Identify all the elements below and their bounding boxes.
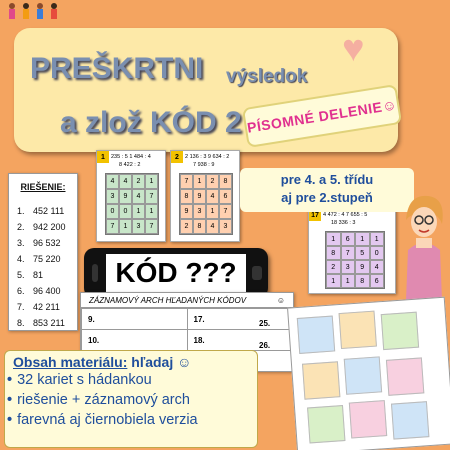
record-cell: 17. — [187, 309, 293, 330]
solution-index: 4. — [17, 254, 25, 264]
record-sheet-heading — [81, 293, 293, 308]
grid-cell: 1 — [370, 232, 385, 246]
solution-value: 81 — [33, 270, 44, 280]
card-collage — [287, 297, 450, 450]
record-cell: 9. — [82, 309, 188, 330]
teacher-illustration — [398, 190, 448, 300]
solution-index: 3. — [17, 238, 25, 248]
materials-heading-label: Obsah materiálu: — [13, 354, 128, 370]
card-equation: 235 : 5 1 484 : 4 — [111, 154, 151, 160]
grid-cell: 5 — [355, 246, 370, 260]
list-item — [17, 254, 77, 264]
grid-cell: 8 — [193, 219, 206, 234]
mini-card — [302, 361, 340, 399]
grid-cell: 4 — [206, 219, 219, 234]
record-cell: 26. — [259, 341, 271, 350]
list-item — [17, 286, 77, 296]
card-equation: 2 136 : 3 9 634 : 2 — [185, 154, 230, 160]
list-item: • riešenie + záznamový arch — [7, 390, 257, 410]
grid-cell: 7 — [145, 219, 158, 234]
list-item — [17, 302, 77, 312]
grid-cell: 7 — [219, 204, 232, 219]
solution-index: 2. — [17, 222, 25, 232]
grid-cell: 6 — [219, 189, 232, 204]
list-item — [17, 270, 77, 280]
grid-cell: 1 — [326, 274, 341, 288]
smiley-icon: ☺ — [276, 296, 285, 305]
solution-value: 853 211 — [33, 318, 65, 328]
grid-cell: 4 — [132, 189, 145, 204]
grid-cell: 4 — [106, 174, 119, 189]
card-number: 17 — [309, 209, 321, 221]
grid-cell: 3 — [193, 204, 206, 219]
solution-value: 96 400 — [33, 286, 61, 296]
grid-cell: 7 — [341, 246, 356, 260]
grid-cell: 1 — [132, 204, 145, 219]
puzzle-card-17 — [308, 208, 396, 294]
grade-info-line: pre 4. a 5. třídu — [280, 172, 374, 187]
card-equation: 4 472 : 4 7 655 : 5 — [323, 212, 368, 218]
list-item: • farevná aj čiernobiela verzia — [7, 410, 257, 430]
grid-cell: 7 — [145, 189, 158, 204]
grid-cell: 1 — [206, 204, 219, 219]
materials-heading-tail: hľadaj ☺ — [131, 354, 192, 370]
mini-card — [307, 405, 345, 443]
grid-cell: 0 — [119, 204, 132, 219]
list-item — [17, 238, 77, 248]
phone-code-display — [84, 248, 268, 298]
record-cell: 18. — [187, 330, 293, 351]
grid-cell: 3 — [341, 260, 356, 274]
mini-card — [339, 311, 377, 349]
card-equation: 7 938 : 9 — [193, 162, 215, 168]
grid-cell: 2 — [180, 219, 193, 234]
heart-icon: ♥ — [342, 28, 365, 70]
grid-cell: 8 — [326, 246, 341, 260]
card-grid — [105, 173, 159, 235]
grid-cell: 8 — [355, 274, 370, 288]
record-sheet-title: ZÁZNAMOVÝ ARCH HĽADANÝCH KÓDOV — [89, 296, 247, 305]
grid-cell: 0 — [370, 246, 385, 260]
grid-cell: 3 — [132, 219, 145, 234]
grid-cell: 9 — [355, 260, 370, 274]
card-grid — [325, 231, 385, 289]
grid-cell: 2 — [326, 260, 341, 274]
mini-card — [297, 316, 335, 354]
grid-cell: 6 — [370, 274, 385, 288]
solution-index: 7. — [17, 302, 25, 312]
grid-cell: 7 — [106, 219, 119, 234]
card-number: 2 — [171, 151, 183, 163]
card-equation: 8 422 : 2 — [119, 162, 141, 168]
solution-list — [9, 206, 77, 328]
grid-cell: 0 — [106, 204, 119, 219]
list-item: • 32 kariet s hádankou — [7, 370, 257, 390]
materials-list — [7, 370, 257, 430]
record-cell: 25. — [259, 319, 271, 328]
grid-cell: 3 — [219, 219, 232, 234]
grid-cell: 4 — [119, 174, 132, 189]
grid-cell: 1 — [145, 174, 158, 189]
grid-cell: 4 — [206, 189, 219, 204]
record-cell: 10. — [82, 330, 188, 351]
grid-cell: 1 — [326, 232, 341, 246]
solution-value: 452 111 — [33, 206, 65, 216]
card-equation: 18 336 : 3 — [331, 220, 356, 226]
mini-card — [391, 401, 429, 439]
list-item — [17, 222, 77, 232]
card-grid — [179, 173, 233, 235]
title-sub: výsledok — [226, 66, 308, 87]
solution-index: 6. — [17, 286, 25, 296]
title-code: a zlož KÓD 2 — [60, 106, 242, 139]
grid-cell: 2 — [206, 174, 219, 189]
solution-sheet — [8, 173, 78, 331]
grid-cell: 9 — [193, 189, 206, 204]
puzzle-card-2 — [170, 150, 240, 242]
code-screen: KÓD ??? — [106, 254, 246, 292]
grade-info — [240, 168, 414, 212]
grid-cell: 1 — [193, 174, 206, 189]
mini-card — [349, 400, 387, 438]
children-illustration — [4, 2, 64, 24]
list-item — [17, 206, 77, 216]
solution-value: 96 532 — [33, 238, 61, 248]
mini-card — [381, 312, 419, 350]
solution-index: 5. — [17, 270, 25, 280]
solution-value: 942 200 — [33, 222, 66, 232]
card-number: 1 — [97, 151, 109, 163]
grid-cell: 1 — [119, 219, 132, 234]
grid-cell: 7 — [180, 174, 193, 189]
grid-cell: 6 — [341, 232, 356, 246]
materials-heading — [13, 354, 257, 370]
grid-cell: 4 — [370, 260, 385, 274]
phone-button — [252, 266, 262, 280]
solution-value: 42 211 — [33, 302, 60, 312]
grid-cell: 2 — [132, 174, 145, 189]
mini-card — [344, 356, 382, 394]
grid-cell: 8 — [180, 189, 193, 204]
grid-cell: 9 — [180, 204, 193, 219]
solution-value: 75 220 — [33, 254, 61, 264]
grid-cell: 9 — [119, 189, 132, 204]
phone-speaker — [92, 264, 98, 282]
title-main: PREŠKRTNI — [30, 52, 204, 85]
grade-info-line: aj pre 2.stupeň — [281, 190, 373, 205]
grid-cell: 8 — [219, 174, 232, 189]
grid-cell: 1 — [145, 204, 158, 219]
materials-panel — [4, 350, 258, 448]
grid-cell: 3 — [106, 189, 119, 204]
puzzle-card-1 — [96, 150, 166, 242]
solution-index: 8. — [17, 318, 25, 328]
list-item — [17, 318, 77, 328]
mini-card — [386, 357, 424, 395]
grid-cell: 1 — [341, 274, 356, 288]
solution-heading: RIEŠENIE: — [20, 182, 66, 192]
grid-cell: 1 — [355, 232, 370, 246]
topic-badge: PÍSOMNÉ DELENIE☺ — [242, 84, 402, 148]
solution-index: 1. — [17, 206, 25, 216]
